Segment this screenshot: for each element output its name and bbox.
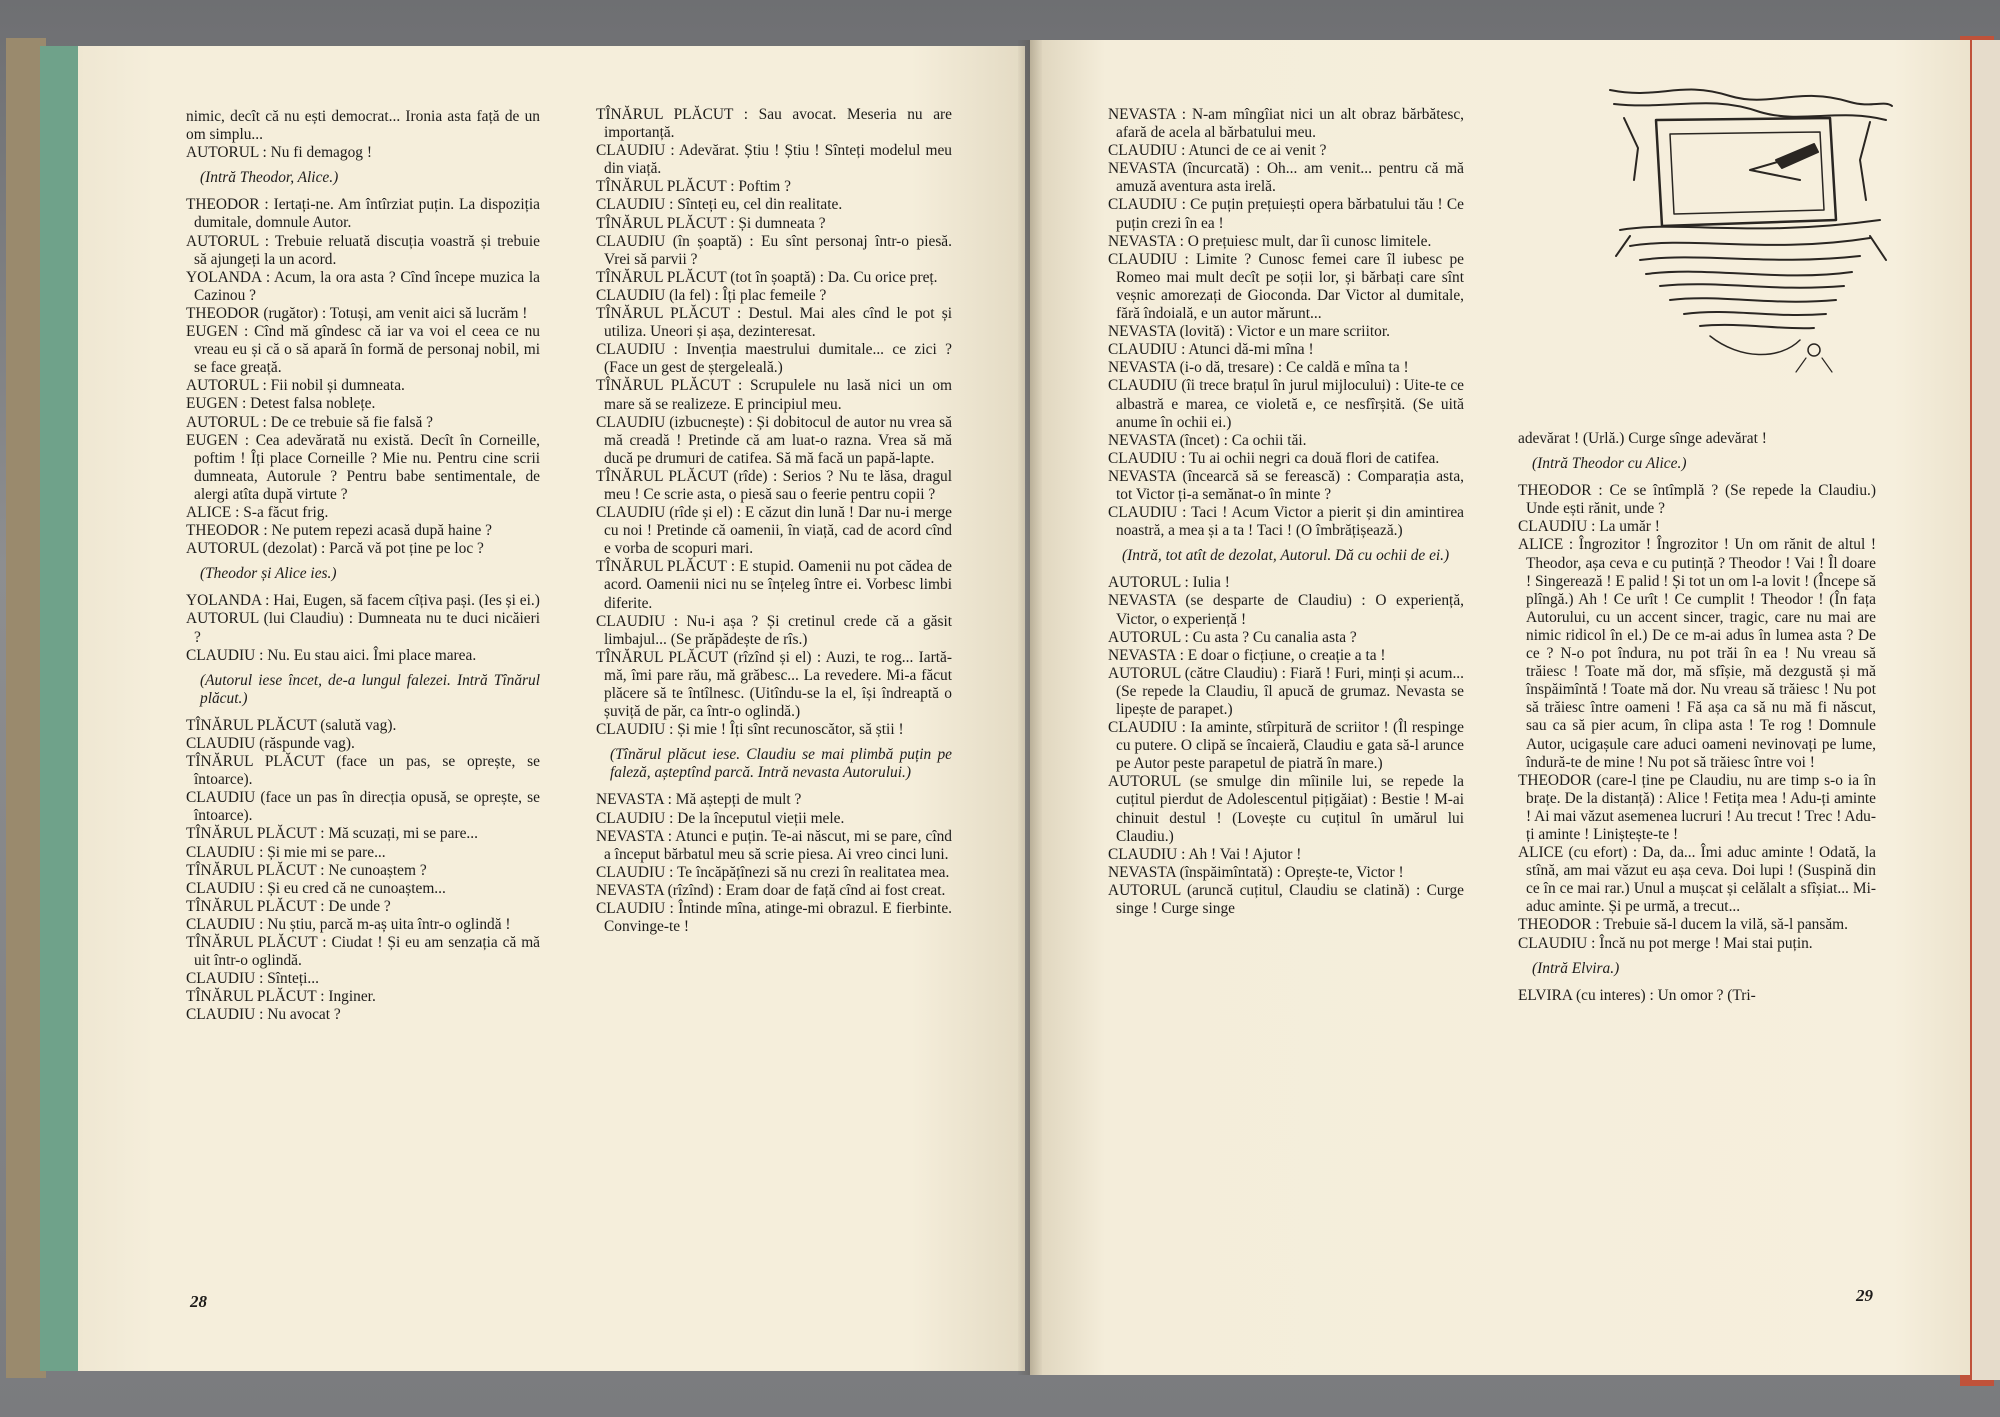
dialogue-line: YOLANDA : Acum, la ora asta ? Cînd începe muzica la Cazinou ? (186, 268, 540, 304)
dialogue-line: THEODOR : Iertați-ne. Am întîrziat puțin. La dispoziția dumitale, domnule Autor. (186, 196, 540, 232)
dialogue-line: NEVASTA : N-am mîngîiat nici un alt obraz bărbătesc, afară de acela al bărbatului meu. (1108, 106, 1464, 142)
dialogue-line: ALICE : S-a făcut frig. (186, 503, 329, 521)
dialogue-line: TÎNĂRUL PLĂCUT (rîde) : Serios ? Nu te lăsa, dragul meu ! Ce scrie asta, o piesă sau o feerie pentru copii ? (596, 467, 952, 503)
dialogue-line: CLAUDIU (la fel) : Îți plac femeile ? (596, 286, 827, 304)
stage-direction: (Intră Theodor cu Alice.) (1532, 455, 1687, 473)
dialogue-line: TÎNĂRUL PLĂCUT : De unde ? (186, 897, 391, 915)
dialogue-line: CLAUDIU : Nu știu, parcă m-aș uita într-o oglindă ! (186, 915, 511, 933)
dialogue-line: TÎNĂRUL PLĂCUT (salută vag). (186, 716, 397, 734)
dialogue-line: CLAUDIU : Atunci dă-mi mîna ! (1108, 341, 1314, 359)
dialogue-line: AUTORUL : Fii nobil și dumneata. (186, 377, 405, 395)
dialogue-line: AUTORUL (lui Claudiu) : Dumneata nu te duci nicăieri ? (186, 610, 540, 646)
sketch-illustration (1600, 60, 1900, 378)
dialogue-line: EUGEN : Cînd mă gîndesc că iar va voi el ceea ce nu vreau eu și că o să apară în formă de personaj nobil, mi se face greață. (186, 323, 540, 377)
dialogue-line: CLAUDIU (răspunde vag). (186, 735, 355, 752)
dialogue-line: CLAUDIU : Taci ! Acum Victor a pierit și din amintirea noastră, a mea și a ta ! Taci ! (O îmbrățișează.) (1108, 504, 1464, 540)
dialogue-line: TÎNĂRUL PLĂCUT (rîzînd și el) : Auzi, te rog... Iartă-mă, îmi pare rău, mă grăbesc... La revedere. Mi-a făcut plăcere să te întîlnesc. (Uitîndu-se la el, își îndreaptă o șuviță de păr, ca într-o oglindă.) (596, 648, 952, 721)
dialogue-line: NEVASTA (încet) : Ca ochii tăi. (1108, 431, 1307, 449)
dialogue-line: CLAUDIU : Ia aminte, stîrpitură de scriitor ! (Îl respinge cu putere. O clipă se încaieră, Claudiu e gata să-l arunce pe Autor peste parapetul de piatră în mare.) (1108, 719, 1464, 773)
dialogue-line: AUTORUL (către Claudiu) : Fiară ! Furi, minți și acum... (Se repede la Claudiu, îl apucă de grumaz. Nevasta se lipește de parapet.) (1108, 664, 1464, 718)
dialogue-line: TÎNĂRUL PLĂCUT (face un pas, se oprește, se întoarce). (186, 753, 540, 789)
dialogue-line: YOLANDA : Hai, Eugen, să facem cîțiva pași. (Ies și ei.) (186, 592, 540, 610)
dialogue-line: CLAUDIU : Tu ai ochii negri ca două flori de catifea. (1108, 449, 1440, 467)
left-page-column-2 (596, 106, 952, 936)
dialogue-line: CLAUDIU : De la începutul vieții mele. (596, 809, 845, 827)
dialogue-line: NEVASTA (înspăimîntată) : Oprește-te, Victor ! (1108, 863, 1404, 881)
dialogue-line: NEVASTA (lovită) : Victor e un mare scriitor. (1108, 323, 1390, 341)
dialogue-line: EUGEN : Cea adevărată nu există. Decît în Corneille, poftim ! Îți place Corneille ? Mie nu. Pentru cine scrii dumneata, Autorule ? Pentru babe sentimentale, de alergi atîta după virtute ? (186, 431, 540, 503)
dialogue-line: CLAUDIU : Încă nu pot merge ! Mai stai puțin. (1518, 934, 1813, 952)
dialogue-line: CLAUDIU (face un pas în direcția opusă, se oprește, se întoarce). (186, 789, 540, 825)
dialogue-line: CLAUDIU (în șoaptă) : Eu sînt personaj într-o piesă. Vrei să parvii ? (596, 232, 952, 268)
stage-direction: (Intră, tot atît de dezolat, Autorul. Dă cu ochii de ei.) (1122, 547, 1450, 565)
dialogue-line: CLAUDIU : Atunci de ce ai venit ? (1108, 142, 1327, 160)
dialogue-line: CLAUDIU : Și eu cred că ne cunoaștem... (186, 879, 446, 897)
dialogue-line: AUTORUL : Trebuie reluată discuția voastră și trebuie să ajungeți la un acord. (186, 232, 540, 268)
dialogue-line: CLAUDIU : Adevărat. Știu ! Știu ! Sînteți modelul meu din viață. (596, 142, 952, 178)
dialogue-line: CLAUDIU : Invenția maestrului dumitale... ce zici ? (Face un gest de ștergeleală.) (596, 341, 952, 377)
dialogue-line: TÎNĂRUL PLĂCUT (tot în șoaptă) : Da. Cu orice preț. (596, 268, 938, 286)
stage-direction: (Theodor și Alice ies.) (200, 565, 337, 583)
dialogue-line: CLAUDIU : Și mie ! Îți sînt recunoscător, să știi ! (596, 721, 904, 739)
dialogue-line: CLAUDIU : Nu-i așa ? Și cretinul crede că a găsit limbajul... (Se prăpădește de rîs.) (596, 612, 952, 648)
stage-direction: (Autorul iese încet, de-a lungul falezei. Intră Tînărul plăcut.) (200, 671, 540, 707)
book-gutter (1018, 40, 1042, 1375)
dialogue-line: CLAUDIU : La umăr ! (1518, 518, 1660, 536)
dialogue-line: ALICE (cu efort) : Da, da... Îmi aduc aminte ! Odată, la stînă, am mai văzut eu așa ceva. Doi lupi ! (Suspină din ce în ce mai rar.) Unul a mușcat și celălalt a sfîșiat... Mi-aduc aminte. Și pe urmă, a trecut... (1518, 844, 1876, 916)
stage-direction: (Tînărul plăcut iese. Claudiu se mai plimbă puțin pe faleză, așteptînd parcă. Intră nevasta Autorului.) (610, 746, 952, 782)
dialogue-line: AUTORUL (se smulge din mîinile lui, se repede la cuțitul pierdut de Adolescentul pițigăiat) : Bestie ! M-ai chinuit destul ! (Lovește cu cuțitul în umărul lui Claudiu.) (1108, 773, 1464, 845)
dialogue-line: THEODOR : Trebuie să-l ducem la vilă, să-l pansăm. (1518, 916, 1848, 934)
dialogue-line: NEVASTA (se desparte de Claudiu) : O experiență, Victor, o experiență ! (1108, 592, 1464, 628)
dialogue-line: AUTORUL (aruncă cuțitul, Claudiu se clatină) : Curge singe ! Curge singe (1108, 881, 1464, 918)
stage-direction: (Intră Theodor, Alice.) (200, 169, 339, 187)
dialogue-line: EUGEN : Detest falsa noblețe. (186, 395, 376, 413)
dialogue-line: CLAUDIU : Limite ? Cunosc femei care îl iubesc pe Romeo mai mult decît pe soții lor, și bărbați care sînt veșnic amorezați de Gioconda. Dar Victor al dumitale, fără îndoială, e un autor mărunt... (1108, 250, 1464, 323)
dialogue-line: CLAUDIU : Nu avocat ? (186, 1006, 341, 1024)
dialogue-line: NEVASTA (încurcată) : Oh... am venit... pentru că mă amuză aventura asta irelă. (1108, 160, 1464, 196)
dialogue-line: CLAUDIU : Ah ! Vai ! Ajutor ! (1108, 845, 1302, 863)
page-number-right: 29 (1856, 1286, 1873, 1305)
dialogue-line: CLAUDIU : Sînteți... (186, 970, 319, 988)
dialogue-line: AUTORUL (dezolat) : Parcă vă pot ține pe loc ? (186, 540, 484, 558)
dialogue-line: TÎNĂRUL PLĂCUT : Inginer. (186, 988, 376, 1006)
dialogue-line: NEVASTA : O prețuiesc mult, dar îi cunosc limitele. (1108, 232, 1432, 250)
dialogue-line: THEODOR (rugător) : Totuși, am venit aici să lucrăm ! (186, 304, 528, 322)
dialogue-line: TÎNĂRUL PLĂCUT : Destul. Mai ales cînd le pot și utiliza. Uneori și așa, dezinteresat. (596, 305, 952, 341)
dialogue-line: CLAUDIU (rîde și el) : E căzut din lună ! Dar nu-i merge cu noi ! Pretinde că oamenii, în viață, cad de acord cînd e vorba de scopuri mari. (596, 504, 952, 558)
dialogue-line: NEVASTA (i-o dă, tresare) : Ce caldă e mîna ta ! (1108, 359, 1409, 377)
dialogue-line: TÎNĂRUL PLĂCUT : Mă scuzați, mi se pare... (186, 825, 478, 843)
right-page-column-2 (1518, 430, 1876, 1005)
stage-direction: (Intră Elvira.) (1532, 959, 1620, 977)
dialogue-line: CLAUDIU : Te încăpățînezi să nu crezi în realitatea mea. (596, 863, 950, 881)
dialogue-line: NEVASTA : Atunci e puțin. Te-ai născut, mi se pare, cînd a început bărbatul meu să scrie piesa. Ai vreo cinci luni. (596, 827, 952, 863)
dialogue-line: NEVASTA (încearcă să se ferească) : Comparația asta, tot Victor ți-a semănat-o în minte ? (1108, 467, 1464, 503)
dialogue-line: CLAUDIU : Întinde mîna, atinge-mi obrazul. E fierbinte. Convinge-te ! (596, 900, 952, 936)
dialogue-line: ELVIRA (cu interes) : Un omor ? (Tri- (1518, 986, 1756, 1004)
dialogue-line: CLAUDIU : Și mie mi se pare... (186, 843, 386, 861)
dialogue-line: NEVASTA : Mă aștepți de mult ? (596, 791, 802, 809)
left-page-column-1 (186, 108, 540, 1025)
dialogue-line: THEODOR : Ce se întîmplă ? (Se repede la Claudiu.) Unde ești rănit, unde ? (1518, 482, 1876, 518)
book-page-edges-right (1972, 40, 2000, 1380)
dialogue-line: TÎNĂRUL PLĂCUT : Ciudat ! Și eu am senzația că mă uit într-o oglindă. (186, 934, 540, 970)
dialogue-line: NEVASTA : E doar o ficțiune, o creație a ta ! (1108, 646, 1386, 664)
dialogue-line: AUTORUL : De ce trebuie să fie falsă ? (186, 413, 434, 431)
dialogue-line: THEODOR (care-l ține pe Claudiu, nu are timp s-o ia în brațe. De la distanță) : Alice ! Fetița mea ! Adu-ți aminte ! Ai mai văzut asemenea lucruri ! Au trecut ! Trec ! Adu-ți aminte ! Liniștește-te ! (1518, 771, 1876, 843)
dialogue-line: TÎNĂRUL PLĂCUT : Și dumneata ? (596, 214, 826, 232)
book-endpaper-left (40, 46, 78, 1371)
right-page-column-1 (1108, 106, 1464, 918)
dialogue-line: AUTORUL : Nu fi demagog ! (186, 144, 372, 162)
dialogue-line: AUTORUL : Iulia ! (1108, 574, 1230, 592)
dialogue-line: CLAUDIU (îi trece brațul în jurul mijlocului) : Uite-te ce albastră e marea, ce violetă e, ce nesfîrșită. (Se uită anume în ochii ei.) (1108, 377, 1464, 431)
dialogue-line: THEODOR : Ne putem repezi acasă după haine ? (186, 522, 492, 540)
dialogue-line: TÎNĂRUL PLĂCUT : Scrupulele nu lasă nici un om mare să se realizeze. E principiul meu. (596, 377, 952, 413)
dialogue-line: CLAUDIU (izbucnește) : Și dobitocul de autor nu vrea să mă creadă ! Pretinde că am luat-o razna. Vrea să mă ducă pe drumuri de catifea. Să mă facă un papă-lapte. (596, 413, 952, 467)
dialogue-line: ALICE : Îngrozitor ! Îngrozitor ! Un om rănit de altul ! Theodor, așa ceva e cu putință ? Theodor ! Vai ! Îl doare ! Singerează ! E palid ! Și tot un om l-a lovit ! (Începe să plîngă.) Ah ! Ce urît ! Ce cumplit ! Theodor ! (În fața Autorului, cu un accent sincer, tragic, care nu mai are nimic ridicol în el.) De ce m-ai adus în lumea asta ? De ce ? N-o pot îndura, nu pot trăi în ea ! Nu vreau să trăiesc ! Toate mă dor, mă sfîșie, mă dezgustă și mă înspăimîntă ! Toate mă dor. Nu vreau să trăiesc ! Nu pot să trăiesc între oameni ! Fă așa ca să nu mă fi născut, sau ca să pier acum, în clipa asta ! Te rog ! Domnule Autor, ucigașule care aduci oameni nevinovați pe lume, îndură-te de mine ! Nu pot să trăiesc între voi ! (1518, 536, 1876, 771)
dialogue-line: NEVASTA (rîzînd) : Eram doar de față cînd ai fost creat. (596, 881, 946, 899)
dialogue-line: nimic, decît că nu ești democrat... Ironia asta față de un om simplu... (186, 108, 540, 144)
dialogue-line: TÎNĂRUL PLĂCUT : Sau avocat. Meseria nu are importanță. (596, 106, 952, 142)
dialogue-line: TÎNĂRUL PLĂCUT : Poftim ? (596, 178, 791, 196)
dialogue-line: TÎNĂRUL PLĂCUT : E stupid. Oamenii nu pot cădea de acord. Oamenii nici nu se înțeleg între ei. Vorbesc limbi diferite. (596, 558, 952, 612)
dialogue-line: CLAUDIU : Sînteți eu, cel din realitate. (596, 196, 843, 214)
dialogue-line: CLAUDIU : Ce puțin prețuiești opera bărbatului tău ! Ce puțin crezi în ea ! (1108, 196, 1464, 232)
page-number-left: 28 (190, 1292, 207, 1311)
dialogue-line: TÎNĂRUL PLĂCUT : Ne cunoaștem ? (186, 861, 427, 879)
dialogue-line: adevărat ! (Urlă.) Curge sînge adevărat ! (1518, 430, 1767, 447)
dialogue-line: AUTORUL : Cu asta ? Cu canalia asta ? (1108, 628, 1357, 646)
dialogue-line: CLAUDIU : Nu. Eu stau aici. Îmi place marea. (186, 646, 477, 664)
